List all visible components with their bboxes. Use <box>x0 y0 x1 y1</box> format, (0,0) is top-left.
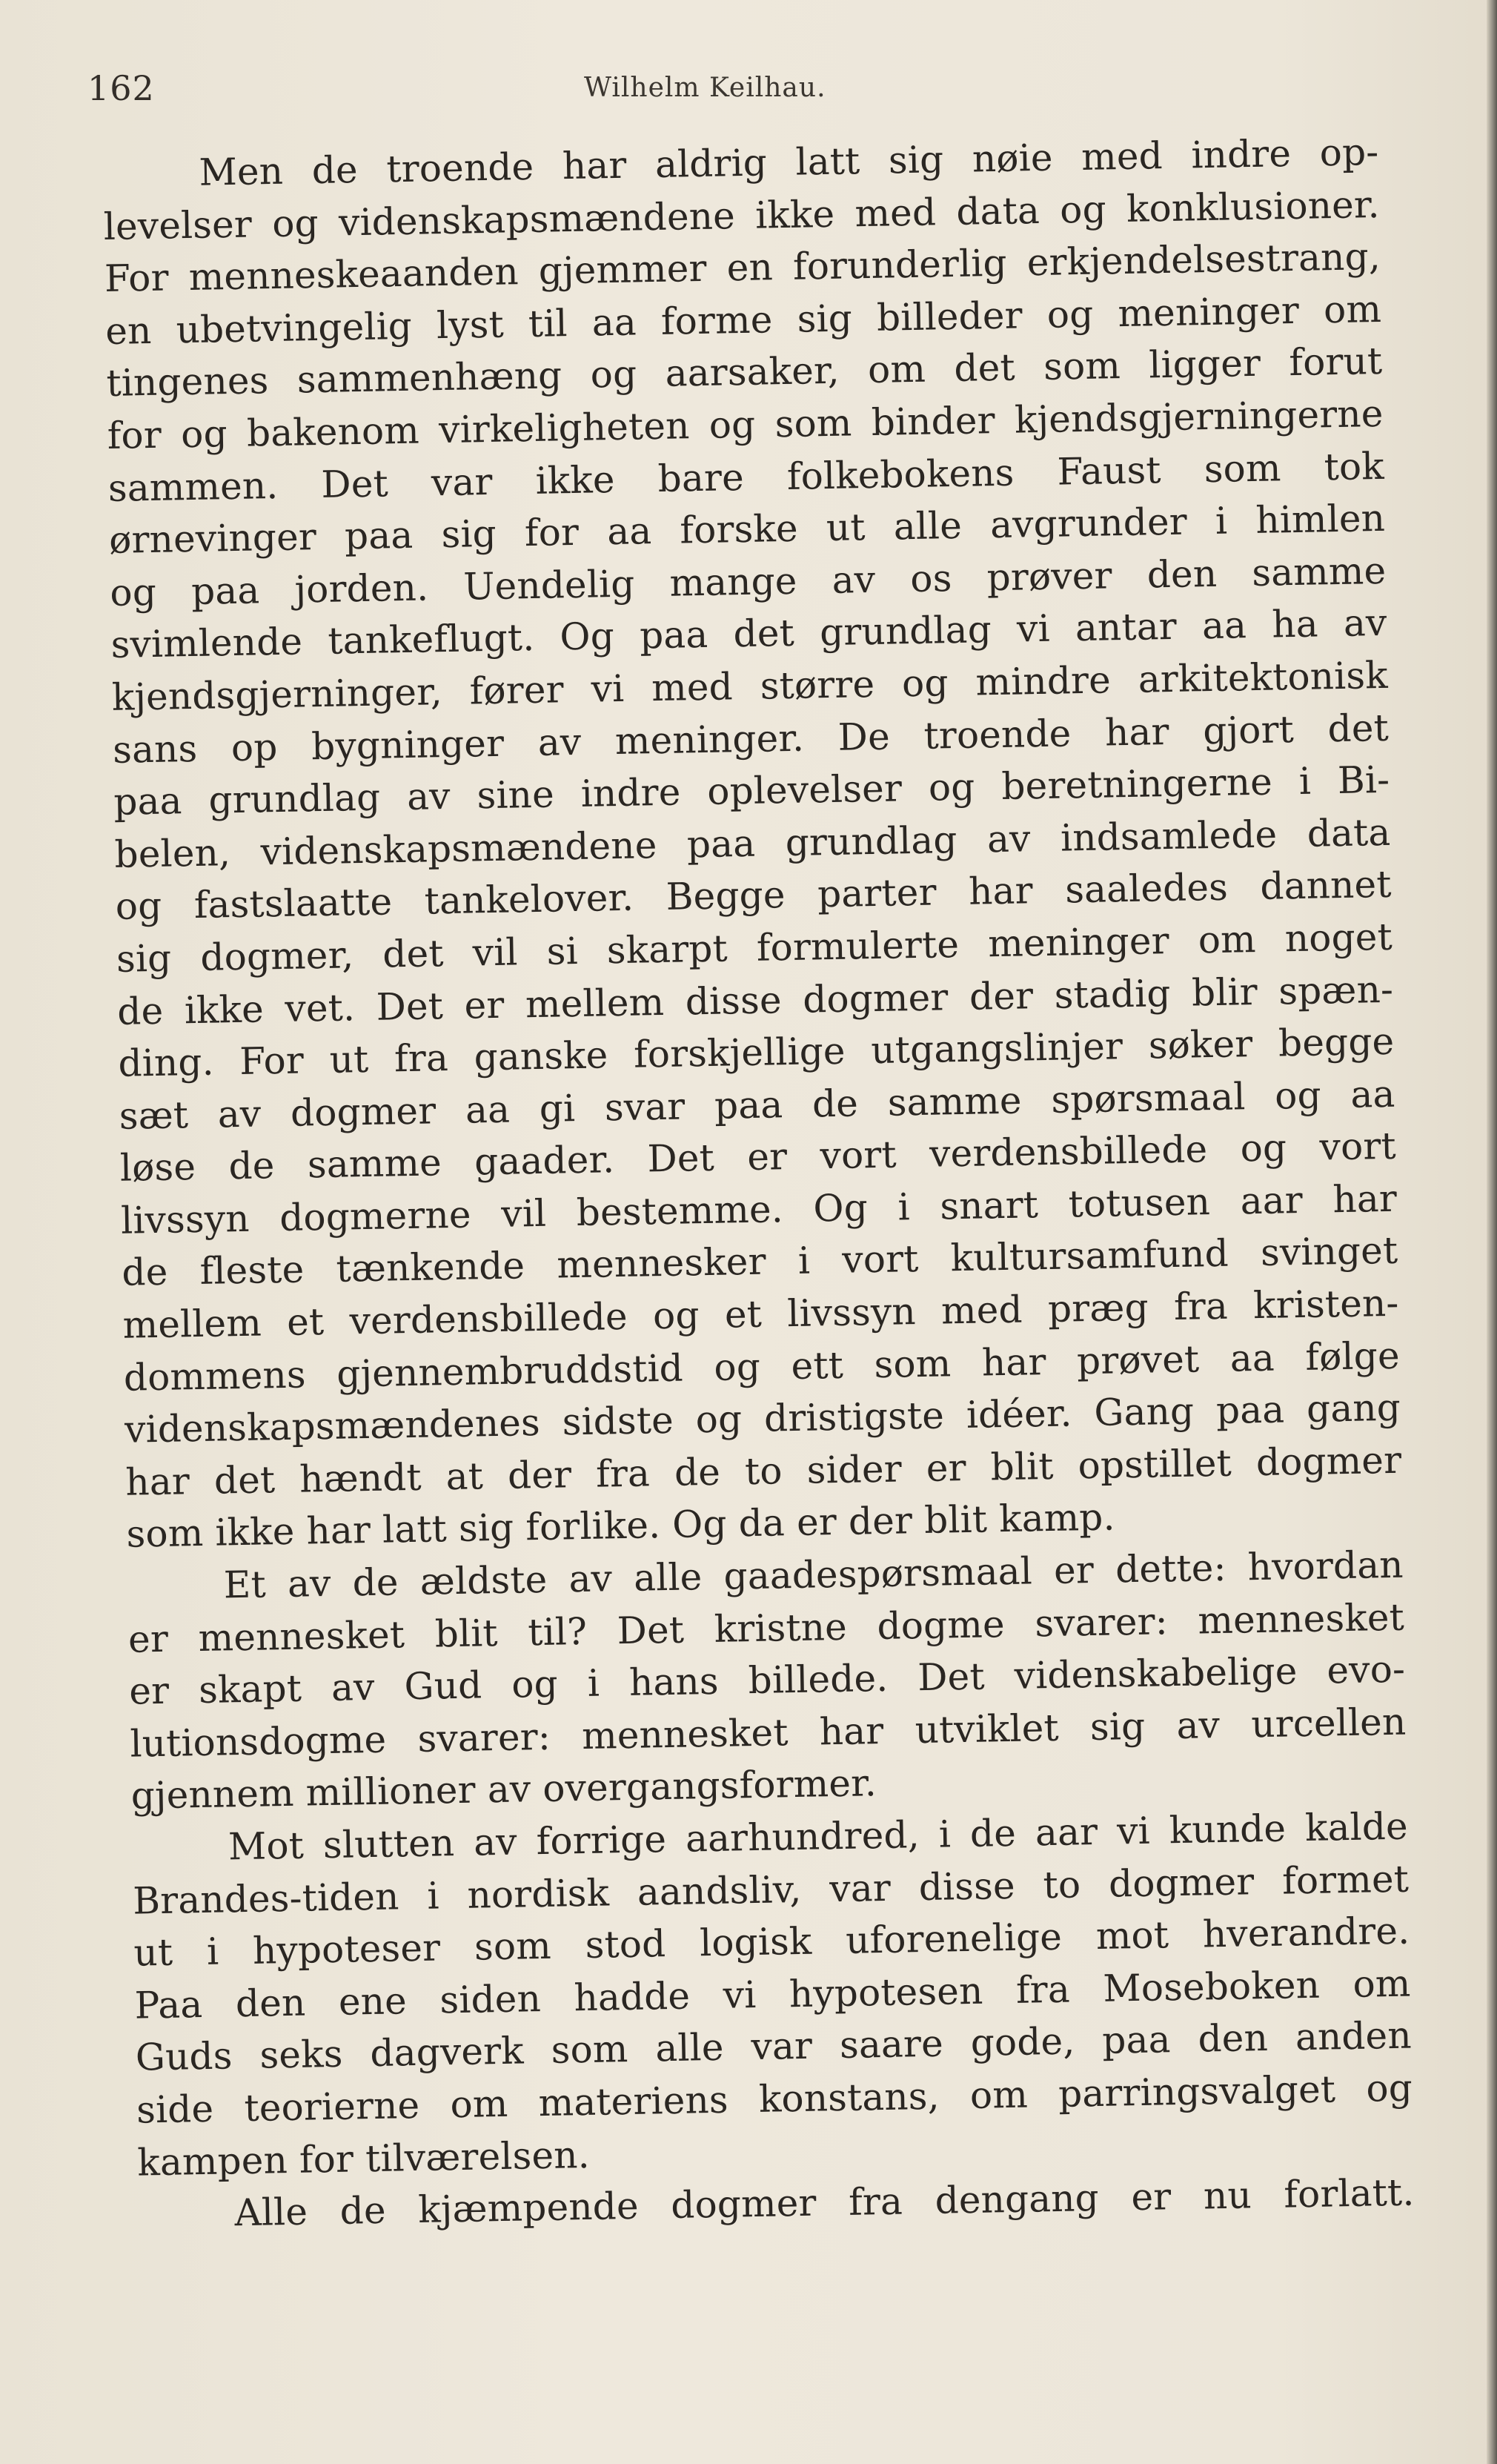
text-line: Brandes-tiden i nordisk aandsliv, var disse to dogmer formet <box>132 1857 1410 1923</box>
text-line: Alle de kjæmpende dogmer fra dengang er nu forlatt. <box>234 2170 1415 2235</box>
text-line: livssyn dogmerne vil bestemme. Og i snart totusen aar har <box>120 1176 1398 1242</box>
body-text <box>102 126 1415 2241</box>
text-line: svimlende tankeflugt. Og paa det grundlag vi antar aa ha av <box>110 601 1387 667</box>
text-line: kjendsgjerninger, fører vi med større og mindre arkitektonisk <box>111 653 1389 719</box>
text-line: For menneskeaanden gjemmer en forunderlig erkjendelsestrang, <box>104 235 1381 301</box>
text-line: lutionsdogme svarer: mennesket har utviklet sig av urcellen <box>130 1700 1407 1766</box>
text-line: sans op bygninger av meninger. De troende har gjort det <box>112 706 1390 772</box>
text-line: har det hændt at der fra de to sider er blit opstillet dogmer <box>125 1438 1402 1504</box>
text-line: en ubetvingelig lyst til aa forme sig billeder og meninger om <box>104 287 1382 353</box>
text-line: som ikke har latt sig forlike. Og da er der blit kamp. <box>126 1495 1116 1557</box>
text-line: de ikke vet. Det er mellem disse dogmer der stadig blir spæn- <box>116 967 1394 1033</box>
text-line: Guds seks dagverk som alle var saare gode, paa den anden <box>135 2013 1413 2079</box>
text-line: videnskapsmændenes sidste og dristigste idéer. Gang paa gang <box>124 1385 1401 1451</box>
text-line: sig dogmer, det vil si skarpt formulerte meninger om noget <box>116 915 1393 981</box>
text-line: Paa den ene siden hadde vi hypotesen fra Moseboken om <box>134 1961 1411 2027</box>
text-line: Et av de ældste av alle gaadespørsmaal er dette: hvordan <box>223 1543 1404 1607</box>
text-line: for og bakenom virkeligheten og som binder kjendsgjerningerne <box>107 391 1384 457</box>
text-line: belen, videnskapsmændene paa grundlag av indsamlede data <box>114 810 1391 876</box>
text-line: levelser og videnskapsmændene ikke med data og konklusioner. <box>103 182 1381 248</box>
text-line: Mot slutten av forrige aarhundred, i de aar vi kunde kalde <box>228 1804 1409 1869</box>
text-line: mellem et verdensbillede og et livssyn med præg fra kristen- <box>122 1281 1399 1347</box>
text-line: ut i hypoteser som stod logisk uforenelige mot hverandre. <box>133 1909 1410 1975</box>
text-line: og paa jorden. Uendelig mange av os prøver den samme <box>109 549 1387 615</box>
text-line: løse de samme gaader. Det er vort verdensbillede og vort <box>119 1125 1397 1190</box>
page-number: 162 <box>87 68 155 108</box>
text-line: gjennem millioner av overgangsformer. <box>130 1761 877 1818</box>
running-title: Wilhelm Keilhau. <box>584 73 826 103</box>
text-line: kampen for tilværelsen. <box>136 2133 591 2185</box>
text-line: dommens gjennembruddstid og ett som har prøvet aa følge <box>123 1334 1401 1400</box>
text-line: tingenes sammenhæng og aarsaker, om det som ligger forut <box>106 340 1383 405</box>
text-line: paa grundlag av sine indre oplevelser og beretningerne i Bi- <box>113 758 1390 824</box>
text-line: er skapt av Gud og i hans billede. Det videnskabelige evo- <box>128 1647 1406 1713</box>
text-line: ding. For ut fra ganske forskjellige utgangslinjer søker begge <box>118 1019 1395 1085</box>
text-line: Men de troende har aldrig latt sig nøie med indre op- <box>199 130 1379 194</box>
text-line: sæt av dogmer aa gi svar paa de samme spørsmaal og aa <box>119 1072 1396 1138</box>
text-line: er mennesket blit til? Det kristne dogme svarer: mennesket <box>127 1595 1405 1661</box>
text-line: ørnevinger paa sig for aa forske ut alle avgrunder i himlen <box>108 497 1386 563</box>
page-edge <box>1487 0 1497 2464</box>
text-line: de fleste tænkende mennesker i vort kultursamfund svinget <box>121 1229 1398 1295</box>
running-head <box>87 68 1378 113</box>
text-line: side teorierne om materiens konstans, om parringsvalget og <box>136 2066 1413 2132</box>
text-line: sammen. Det var ikke bare folkebokens Faust som tok <box>107 444 1385 510</box>
text-line: og fastslaatte tankelover. Begge parter har saaledes dannet <box>115 863 1393 929</box>
